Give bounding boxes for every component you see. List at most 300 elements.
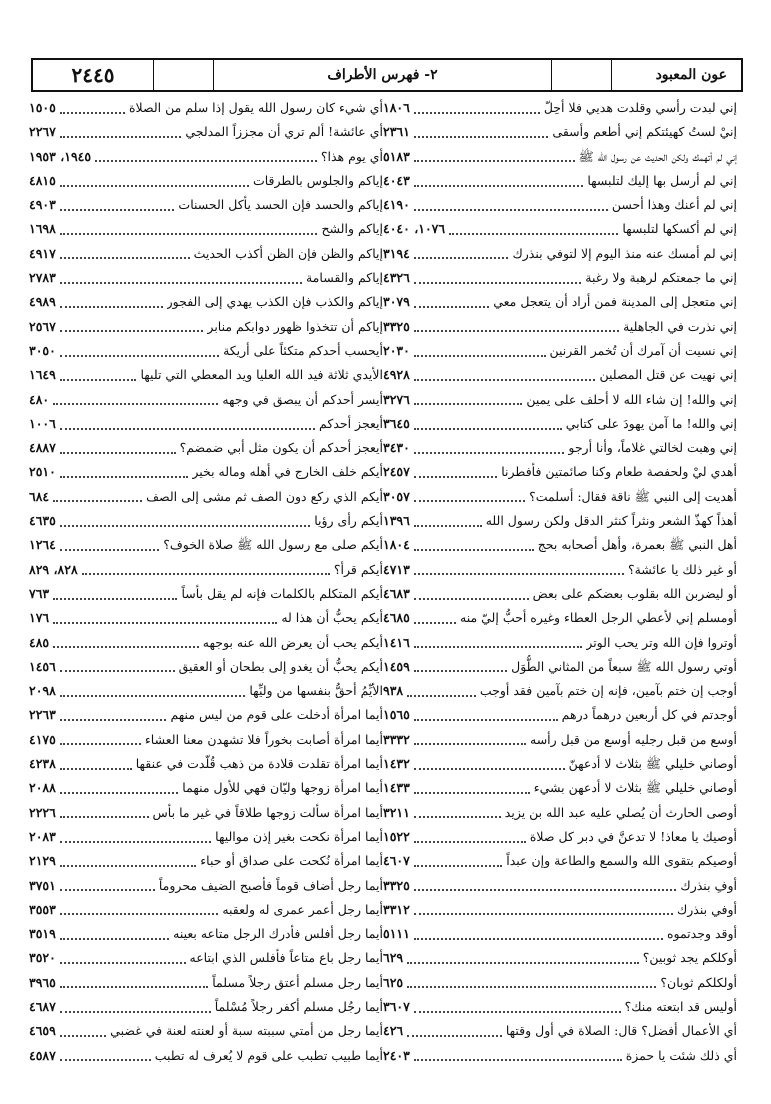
leader-dots (60, 273, 302, 284)
index-entry (29, 436, 383, 460)
leader-dots (414, 661, 507, 672)
entry-reference: ٧٦٣ (29, 585, 50, 601)
entry-text: إني لبدت رأسي وقلدت هديي فلا أحِلّ (543, 100, 737, 115)
leader-dots (60, 832, 211, 843)
entry-reference: ٤٦٨٣ (383, 585, 410, 601)
leader-dots (95, 151, 317, 162)
leader-dots (414, 443, 565, 454)
entry-reference: ٤٦٨٧ (29, 998, 56, 1014)
entry-reference: ٤٢٣٨ (29, 756, 56, 772)
entry-reference: ٣٣٢٥ (383, 877, 410, 893)
entry-reference: ٢٥٦٧ (29, 318, 56, 334)
entry-reference: ١٧٦ (29, 610, 50, 626)
entry-reference: ١٠٧٦، ٤٠٤٠ (383, 221, 446, 237)
leader-dots (60, 856, 196, 867)
index-entry (29, 606, 383, 630)
entry-reference: ١٦٩٨ (29, 221, 56, 237)
entry-reference: ٥١٨٣ (383, 148, 410, 164)
leader-dots (60, 1002, 211, 1013)
entry-text: أيما رجل مسلم أعتق رجلاً مسلماً (212, 974, 383, 990)
entry-text: إنيْ لستُ كهيئتكم إني أطعم وأسقى (552, 124, 737, 140)
leader-dots (414, 200, 608, 211)
entry-text: أيسر أحدكم أن يبصق في وجهه (222, 391, 383, 407)
entry-text: إني نذرت في الجاهلية (623, 318, 737, 334)
entry-reference: ١٣٩٦ (383, 513, 410, 529)
leader-dots (414, 710, 558, 721)
leader-dots (60, 661, 175, 672)
entry-reference: ٢٤٥٧ (383, 464, 410, 480)
leader-dots (60, 1050, 151, 1061)
index-entry (29, 849, 383, 873)
index-entry (29, 193, 383, 217)
entry-reference: ١٤٥٦ (29, 658, 56, 674)
index-entry (29, 825, 383, 849)
leader-dots (60, 224, 318, 235)
entry-text: إياكم والقسامة (305, 270, 383, 286)
entry-text: أيما امرأة أصابت بخوراً فلا تشهدن معنا العشاء (144, 731, 383, 747)
entry-reference: ٣٩٦٥ (29, 974, 56, 990)
entry-reference: ٤٦٠٧ (383, 853, 410, 869)
leader-dots (60, 759, 132, 770)
index-entry (383, 242, 737, 266)
index-entry (29, 971, 383, 995)
entry-text: أوصاني خليلي ﷺ بثلاث لا أدعهنّ (568, 756, 737, 772)
entry-reference: ٤٨٨٧ (29, 440, 56, 456)
entry-text: أو ليضربن الله بقلوب بعضكم على بعض (532, 585, 737, 601)
index-entry (383, 533, 737, 557)
entry-reference: ٤٨٥ (29, 634, 50, 650)
index-entry (29, 922, 383, 946)
leader-dots (60, 977, 208, 988)
index-entry (383, 169, 737, 193)
leader-dots (414, 346, 546, 357)
leader-dots (60, 443, 176, 454)
leader-dots (414, 734, 526, 745)
leader-dots (407, 1026, 502, 1037)
leader-dots (60, 686, 246, 697)
entry-reference: ٣٥١٩ (29, 926, 56, 942)
entry-text: أوقد وجدتموه (666, 926, 737, 942)
index-entry (29, 874, 383, 898)
entry-reference: ٤٣٢٦ (383, 270, 410, 286)
leader-dots (449, 224, 618, 235)
section-title: ٢- فهرس الأطراف (213, 60, 551, 90)
leader-dots (414, 297, 489, 308)
leader-dots (414, 467, 497, 478)
entry-text: أومسلم إني لأعطي الرجل العطاء وغيره أحبُّ إليّ منه (460, 610, 737, 626)
index-entry (383, 388, 737, 412)
index-entry (29, 169, 383, 193)
entry-text: إني لم أرسل بها إليك لتلبسها (587, 172, 737, 188)
entry-reference: ٣٦٤٥ (383, 415, 410, 431)
entry-reference: ٤٦٥٩ (29, 1023, 56, 1039)
leader-dots (60, 710, 167, 721)
leader-dots (60, 1026, 106, 1037)
leader-dots (414, 151, 575, 162)
entry-reference: ٢٢٦٧ (29, 124, 56, 140)
index-entry (383, 145, 737, 169)
index-entry (29, 242, 383, 266)
index-entry (29, 655, 383, 679)
index-entry (383, 363, 737, 387)
leader-dots (414, 419, 562, 430)
index-entry (383, 193, 737, 217)
leader-dots (414, 589, 529, 600)
index-entry (383, 703, 737, 727)
index-entry (29, 485, 383, 509)
entry-reference: ٤١٧٥ (29, 731, 56, 747)
entry-reference: ٦٨٤ (29, 488, 50, 504)
entry-text: أهديت إلى النبي ﷺ ناقة فقال: أسلمت؟ (529, 488, 737, 504)
leader-dots (414, 273, 581, 284)
entry-text: أوتي رسول الله ﷺ سبعاً من المثاني الطُّوَل (511, 658, 737, 674)
entry-text: أي عائشة! ألم تري أن مجززاً المدلجي (185, 124, 383, 140)
entry-text: أوصيكم بتقوى الله والسمع والطاعة وإن عبداً (506, 853, 737, 869)
leader-dots (414, 637, 582, 648)
entry-reference: ١٦٤٩ (29, 367, 56, 383)
entry-text: إياكم والحسد فإن الحسد يأكل الحسنات (178, 197, 383, 213)
index-entry (383, 971, 737, 995)
index-entry (29, 460, 383, 484)
entry-text: أيحسب أحدكم متكئاً على أريكة (223, 342, 383, 358)
entry-reference: ١٤١٦ (383, 634, 410, 650)
entry-reference: ٩٣٨ (383, 683, 404, 699)
index-entry (29, 266, 383, 290)
index-column-left (29, 96, 383, 1068)
entry-reference: ٤١٩٠ (383, 197, 410, 213)
entry-reference: ٤٨١٥ (29, 172, 56, 188)
leader-dots (60, 783, 178, 794)
entry-text: أوفِ بنذرك (680, 877, 737, 893)
entry-text: أولكلكم ثوبان؟ (660, 974, 737, 990)
entry-reference: ٦٢٥ (383, 974, 404, 990)
leader-dots (60, 807, 149, 818)
entry-text: إني والله! إن شاء الله لا أحلف على يمين (526, 391, 737, 407)
entry-reference: ٨٢٨، ٨٢٩ (29, 561, 78, 577)
entry-text: أو غير ذلك يا عائشة؟ (627, 561, 737, 577)
entry-text: إني والله! ما آمن يهودَ على كتابي (565, 415, 737, 431)
entry-text: الأيدي ثلاثة فيد الله العليا ويد المعطي التي تليها (140, 367, 383, 383)
leader-dots (53, 637, 199, 648)
entry-text: إني نسيت أن آمرك أن تُخمر القرنين (549, 342, 737, 358)
index-entry (29, 145, 383, 169)
entry-reference: ٢٣٦١ (383, 124, 410, 140)
entry-text: أوصيك يا معاذ! لا تدعنَّ في دبر كل صلاة (529, 828, 737, 844)
entry-reference: ٤٩٨٩ (29, 294, 56, 310)
index-entry (383, 801, 737, 825)
index-entry (383, 776, 737, 800)
entry-reference: ٣٠٥٠ (29, 342, 56, 358)
entry-reference: ٦٢٩ (383, 950, 404, 966)
entry-reference: ١٥٦٥ (383, 707, 410, 723)
entry-reference: ٣٣٣٢ (383, 731, 410, 747)
entry-reference: ٣٠٥٧ (383, 488, 410, 504)
entry-text: إني وهبت لخالتي غلاماً، وأنا أرجو (568, 440, 737, 456)
leader-dots (414, 807, 501, 818)
index-entry (383, 96, 737, 120)
index-entry (383, 752, 737, 776)
leader-dots (53, 589, 177, 600)
running-header (31, 58, 743, 92)
leader-dots (60, 467, 188, 478)
index-entry (29, 558, 383, 582)
leader-dots (60, 880, 155, 891)
leader-dots (60, 929, 169, 940)
index-entry (29, 1044, 383, 1068)
entry-reference: ٤٦٨٥ (383, 610, 410, 626)
entry-text: أيكم قرأ؟ (333, 561, 383, 577)
entry-reference: ٤٠٤٣ (383, 172, 410, 188)
index-entry (29, 679, 383, 703)
entry-reference: ١٠٠٦ (29, 415, 56, 431)
entry-text: إني لم أمسك عنه منذ اليوم إلا لتوفي بنذرك (512, 245, 737, 261)
leader-dots (414, 321, 619, 332)
leader-dots (414, 856, 502, 867)
index-entry (383, 631, 737, 655)
entry-reference: ٣٥٢٠ (29, 950, 56, 966)
index-entry (383, 728, 737, 752)
index-entry (383, 412, 737, 436)
leader-dots (53, 491, 142, 502)
entry-reference: ٢٧٨٣ (29, 270, 56, 286)
entry-text: إني ما جمعتكم لرهبة ولا رغبة (585, 270, 737, 286)
index-entry (383, 558, 737, 582)
index-entry (383, 849, 737, 873)
entry-text: أيكم رأى رؤيا (314, 513, 383, 529)
entry-reference: ٤٢٦ (383, 1023, 404, 1039)
leader-dots (407, 686, 476, 697)
leader-dots (60, 904, 218, 915)
entry-reference: ٣٣١٢ (383, 901, 410, 917)
leader-dots (60, 321, 204, 332)
entry-text: أهل النبي ﷺ بعمرة، وأهل أصحابه بحج (537, 537, 737, 553)
entry-text: الأيِّمُ أحقُّ بنفسها من وليِّها (249, 683, 383, 699)
entry-text: أوجب إن ختم بآمين، فإنه إن ختم بآمين فقد أوجب (479, 683, 737, 699)
entry-text: أهذاً كهذّ الشعر ونثراً كنثر الدقل ولكن رسول الله (485, 513, 737, 529)
entry-text: إياكم والكذب فإن الكذب يهدي إلى الفجور (166, 294, 383, 310)
entry-text: أيكم الذي ركع دون الصف ثم مشى إلى الصف (146, 488, 383, 504)
entry-text: أيما امرأة نكحت بغير إذن مواليها (215, 828, 383, 844)
entry-text: أيكم يحبُّ أن يغدو إلى بطحان أو العقيق (178, 658, 383, 674)
entry-reference: ٢٢٢٦ (29, 804, 56, 820)
entry-text: أيكم يحبُّ أن هذا له (281, 610, 383, 626)
leader-dots (414, 783, 530, 794)
index-entry (29, 217, 383, 241)
index-entry (383, 995, 737, 1019)
entry-text: إياكم والظن فإن الظن أكذب الحديث (193, 245, 383, 261)
entry-reference: ٣٤٣٠ (383, 440, 410, 456)
index-entry (29, 703, 383, 727)
leader-dots (53, 613, 277, 624)
leader-dots (407, 977, 656, 988)
entry-text: أوكلكم يجد ثوبين؟ (642, 950, 737, 966)
entry-text: أيكم المتكلم بالكلمات فإنه لم يقل بأساً (181, 585, 383, 601)
entry-reference: ١٨٠٤ (383, 537, 410, 553)
leader-dots (60, 200, 175, 211)
entry-reference: ٢٥١٠ (29, 464, 56, 480)
leader-dots (414, 1050, 622, 1061)
index-column-right (383, 96, 737, 1068)
leader-dots (60, 953, 186, 964)
entry-text: إياكم أن تتخذوا ظهور دوابكم منابر (207, 318, 383, 334)
entry-reference: ٤٨٠ (29, 391, 50, 407)
leader-dots (414, 929, 663, 940)
entry-text: إني لم أتهمك ولكن الحديث عن رسول الله ﷺ (578, 148, 737, 164)
entry-text: إني متعجل إلى المدينة فمن أراد أن يتعجل معي (493, 294, 737, 310)
leader-dots (60, 734, 141, 745)
entry-reference: ١٤٣٣ (383, 780, 410, 796)
entry-reference: ٤٩٠٣ (29, 197, 56, 213)
index-entry (383, 339, 737, 363)
entry-text: أيما رجل باع متاعاً فأفلس الذي ابتاعه (189, 950, 383, 966)
index-entry (29, 120, 383, 144)
leader-dots (414, 491, 525, 502)
leader-dots (60, 419, 315, 430)
leader-dots (414, 1002, 621, 1013)
index-entry (383, 1019, 737, 1043)
leader-dots (414, 613, 456, 624)
entry-text: أيما رجُل مسلم أكفر رجلاً مُسْلماً (214, 998, 383, 1014)
index-entry (383, 1044, 737, 1068)
leader-dots (414, 904, 673, 915)
entry-text: إياكم والشح (321, 221, 383, 237)
index-entry (29, 509, 383, 533)
leader-dots (414, 564, 624, 575)
entry-text: أيما رجل من أمتي سببته سبة أو لعنته لعنة في غضبي (110, 1023, 383, 1039)
leader-dots (414, 516, 482, 527)
index-entry (29, 752, 383, 776)
index-entry (383, 460, 737, 484)
entry-text: أيعجز أحدكم (319, 415, 383, 431)
index-entry (29, 801, 383, 825)
index-entry (383, 290, 737, 314)
entry-reference: ٣٧٥١ (29, 877, 56, 893)
entry-reference: ٣٥٥٣ (29, 901, 56, 917)
leader-dots (414, 127, 549, 138)
index-entry (383, 825, 737, 849)
entry-text: إني لم أعنك وهذا أحسن (611, 197, 737, 213)
index-entry (383, 120, 737, 144)
index-entry (29, 728, 383, 752)
leader-dots (60, 176, 249, 187)
entry-reference: ٤٩١٧ (29, 245, 56, 261)
entry-text: أيما امرأة أدخلت على قوم من ليس منهم (170, 707, 383, 723)
entry-reference: ٤٩٢٨ (383, 367, 410, 383)
entry-reference: ٤٧١٣ (383, 561, 410, 577)
entry-reference: ٣٠٧٩ (383, 294, 410, 310)
index-entry (383, 582, 737, 606)
entry-text: إني نهيت عن قتل المصلين (599, 367, 737, 383)
header-spacer (153, 60, 213, 90)
leader-dots (53, 394, 218, 405)
entry-reference: ١٤٥٩ (383, 658, 410, 674)
entry-text: أوجدتم في كل أربعين درهماً درهم (561, 707, 737, 723)
index-entry (383, 436, 737, 460)
entry-reference: ٢٢٦٣ (29, 707, 56, 723)
entry-reference: ٣٢٧٦ (383, 391, 410, 407)
entry-text: إياكم والجلوس بالطرقات (252, 172, 383, 188)
index-entry (29, 776, 383, 800)
entry-reference: ١٥٠٥ (29, 100, 56, 115)
entry-reference: ١٨٠٦ (383, 100, 410, 115)
entry-reference: ٤٦٣٥ (29, 513, 56, 529)
entry-text: أهدي ليْ ولحفصة طعام وكنا صائمتين فأفطرنا (501, 464, 737, 480)
entry-reference: ١٥٢٢ (383, 828, 410, 844)
index-entry (29, 631, 383, 655)
leader-dots (414, 370, 596, 381)
entry-text: أيما رجل أفلس فأدرك الرجل متاعه بعينه (173, 926, 383, 942)
leader-dots (414, 176, 583, 187)
leader-dots (414, 832, 526, 843)
index-entry (383, 655, 737, 679)
index-entry (383, 874, 737, 898)
entry-text: أيكم يحب أن يعرض الله عنه بوجهه (202, 634, 383, 650)
leader-dots (414, 759, 565, 770)
leader-dots (414, 540, 534, 551)
index-entry (29, 388, 383, 412)
entry-text: أوسع من قبل رجليه أوسع من قبل رأسه (530, 731, 737, 747)
entry-text: أوفي بنذرك (676, 901, 737, 917)
entry-reference: ٣٦٠٧ (383, 998, 410, 1014)
leader-dots (82, 564, 330, 575)
index-entry (29, 533, 383, 557)
leader-dots (414, 880, 677, 891)
leader-dots (60, 248, 190, 259)
entry-text: أوليس قد ابتعته منك؟ (624, 998, 737, 1014)
index-entry (383, 946, 737, 970)
index-entry (29, 315, 383, 339)
entry-text: أي يوم هذا؟ (320, 148, 383, 164)
leader-dots (60, 540, 159, 551)
index-entry (29, 412, 383, 436)
entry-text: أي الأعمال أفضل؟ قال: الصلاة في أول وقتها (505, 1023, 737, 1039)
entry-text: أيما رجل أعمر عمرى له ولعقبه (222, 901, 383, 917)
leader-dots (60, 103, 125, 114)
entry-reference: ٢٤٠٣ (383, 1047, 410, 1063)
entry-text: أوصاني خليلي ﷺ بثلاث لا أدعهن بشيء (533, 780, 737, 796)
page-number: ٢٤٤٥ (71, 63, 115, 87)
index-entry (29, 363, 383, 387)
entry-text: أي ذلك شئت يا حمزة (625, 1047, 737, 1063)
entry-reference: ١٢٦٤ (29, 537, 56, 553)
index-entry (29, 339, 383, 363)
leader-dots (60, 346, 219, 357)
index-entry (29, 290, 383, 314)
entry-text: أيما امرأة سألت زوجها طلاقاً في غير ما بأس (152, 804, 383, 820)
leader-dots (407, 953, 639, 964)
entry-reference: ٢٠٣٠ (383, 342, 410, 358)
entry-text: أوتروا فإن الله وتر يحب الوتر (586, 634, 737, 650)
entry-text: أي شيء كان رسول الله يقول إذا سلم من الصلاة (128, 100, 383, 115)
entry-text: أيما رجل أضاف قوماً فأصبح الضيف محروماً (158, 877, 383, 893)
leader-dots (60, 516, 310, 527)
leader-dots (60, 127, 181, 138)
entry-reference: ٣١٩٤ (383, 245, 410, 261)
entry-reference: ٢٠٩٨ (29, 683, 56, 699)
index-entry (383, 509, 737, 533)
index-entry (29, 582, 383, 606)
index-entry (383, 266, 737, 290)
index-entry (383, 315, 737, 339)
entry-reference: ١٤٣٢ (383, 756, 410, 772)
index-entry (383, 217, 737, 241)
entry-text: أيكم صلى مع رسول الله ﷺ صلاة الخوف؟ (163, 537, 383, 553)
entry-text: أيكم خلف الخارج في أهله وماله بخير (192, 464, 383, 480)
leader-dots (414, 394, 522, 405)
book-title: عون المعبود (611, 60, 741, 90)
leader-dots (414, 103, 540, 114)
entry-text: أيما طبيب تطبب على قوم لا يُعرف له تطبب (154, 1047, 383, 1063)
